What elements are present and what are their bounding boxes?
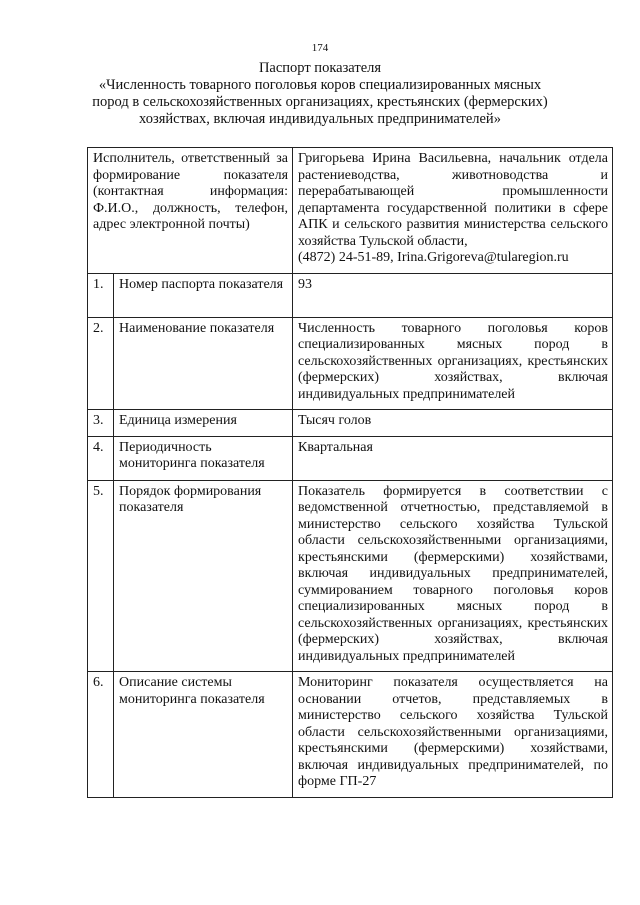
- table-row: [88, 672, 613, 798]
- table-row: [88, 480, 613, 672]
- executor-value: [293, 148, 613, 274]
- row-number: 6.: [88, 672, 114, 798]
- row-label: Единица измерения: [114, 410, 293, 437]
- row-number: 2.: [88, 317, 114, 410]
- row-label: Описание системы мониторинга показателя: [114, 672, 293, 798]
- row-label: Периодичность мониторинга показателя: [114, 436, 293, 480]
- row-number: 5.: [88, 480, 114, 672]
- row-label: Номер паспорта показателя: [114, 273, 293, 317]
- row-value: 93: [293, 273, 613, 317]
- title-line: хозяйствах, включая индивидуальных предпринимателей»: [139, 111, 501, 127]
- executor-label: Исполнитель, ответственный за формирование показателя (контактная информация: Ф.И.О., должность, телефон, адрес электронной почты): [88, 148, 293, 274]
- row-value: Численность товарного поголовья коров специализированных мясных пород в сельскохозяйственных организациях, крестьянских (фермерских) хозяйствах, включая индивидуальных предпринимателей: [293, 317, 613, 410]
- document-title: [60, 60, 580, 128]
- row-label: Наименование показателя: [114, 317, 293, 410]
- row-number: 3.: [88, 410, 114, 437]
- passport-table: [87, 147, 613, 798]
- row-number: 4.: [88, 436, 114, 480]
- title-line: пород в сельскохозяйственных организациях, крестьянских (фермерских): [92, 94, 548, 110]
- row-value: Квартальная: [293, 436, 613, 480]
- table-row: [88, 436, 613, 480]
- title-line: Паспорт показателя: [258, 60, 382, 76]
- table-row: [88, 317, 613, 410]
- row-value: Мониторинг показателя осуществляется на основании отчетов, представляемых в министерство сельского хозяйства Тульской области сельскохозяйственными организациями, крестьянскими (фермерскими) хозяйствами, включая индивидуальных предпринимателей, по форме ГП-27: [293, 672, 613, 798]
- row-value: Показатель формируется в соответствии с ведомственной отчетностью, представляемой в министерство сельского хозяйства Тульской области сельскохозяйственными организациями, крестьянскими (фермерскими) хозяйствами, включая индивидуальных предпринимателей, суммированием товарного поголовья коров специализированных мясных пород в сельскохозяйственных организациях, крестьянских (фермерских) хозяйствах, включая индивидуальных предпринимателей: [293, 480, 613, 672]
- executor-row: [88, 148, 613, 274]
- row-value: Тысяч голов: [293, 410, 613, 437]
- executor-name-position: Григорьева Ирина Васильевна, начальник отдела растениеводства, животноводства и перерабатывающей промышленности департамента государственной политики в сфере АПК и сельского развития министерства сельского хозяйства Тульской области,: [298, 151, 608, 249]
- table-row: [88, 273, 613, 317]
- page-number: 174: [311, 42, 329, 54]
- row-label: Порядок формирования показателя: [114, 480, 293, 672]
- title-line: «Численность товарного поголовья коров специализированных мясных: [98, 77, 542, 93]
- table-row: [88, 410, 613, 437]
- row-number: 1.: [88, 273, 114, 317]
- executor-contact: (4872) 24-51-89, Irina.Grigoreva@tularegion.ru: [298, 250, 569, 265]
